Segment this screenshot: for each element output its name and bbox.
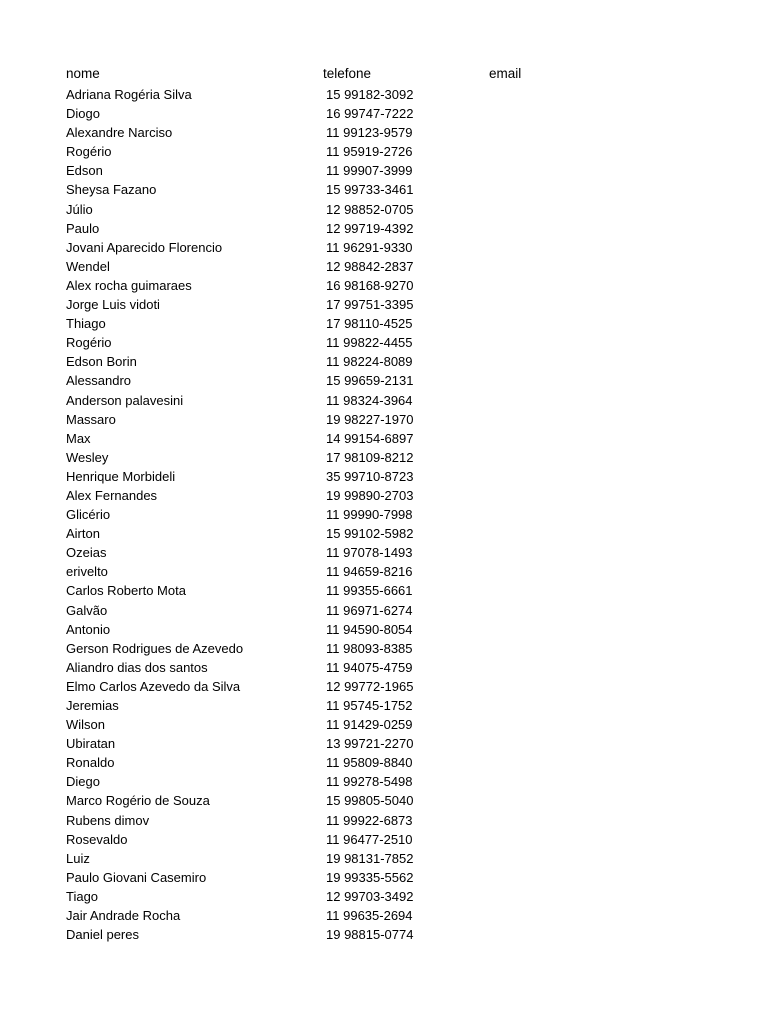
table-row (0, 677, 768, 696)
cell-telefone: 12 98842-2837 (326, 258, 414, 274)
table-row (0, 391, 768, 410)
cell-nome: Wilson (66, 717, 106, 733)
table-row (0, 658, 768, 677)
table-row (0, 333, 768, 352)
cell-nome: Airton (66, 526, 100, 542)
cell-nome: Tiago (66, 888, 99, 904)
cell-telefone: 15 99182-3092 (326, 87, 414, 102)
cell-telefone: 11 97078-1493 (326, 545, 413, 561)
cell-nome: Henrique Morbideli (66, 468, 176, 484)
cell-nome: Jeremias (66, 698, 119, 713)
header-email: email (489, 66, 522, 81)
cell-telefone: 14 99154-6897 (326, 430, 414, 446)
cell-telefone: 16 98168-9270 (326, 277, 414, 293)
table-row (0, 581, 768, 600)
table-row (0, 868, 768, 887)
cell-nome: Alex Fernandes (66, 487, 158, 503)
cell-telefone: 11 98324-3964 (326, 392, 413, 408)
cell-nome: Gerson Rodrigues de Azevedo (66, 640, 244, 656)
cell-telefone: 35 99710-8723 (326, 468, 414, 484)
table-row (0, 696, 768, 715)
table-row (0, 849, 768, 868)
table-row (0, 715, 768, 734)
cell-nome: Galvão (66, 602, 108, 618)
cell-nome: Sheysa Fazano (66, 182, 157, 198)
cell-telefone: 19 98131-7852 (326, 850, 414, 866)
table-row (0, 429, 768, 448)
table-row (0, 123, 768, 142)
cell-telefone: 19 98227-1970 (326, 411, 414, 427)
cell-nome: Diego (66, 774, 100, 790)
cell-telefone: 13 99721-2270 (326, 736, 414, 752)
cell-telefone: 11 99123-9579 (326, 125, 413, 141)
header-nome: nome (66, 66, 100, 81)
cell-telefone: 11 99922-6873 (326, 812, 413, 828)
cell-nome: Ronaldo (66, 755, 115, 771)
cell-telefone: 11 95745-1752 (326, 698, 413, 713)
cell-nome: Glicério (66, 507, 111, 523)
cell-nome: Jorge Luis vidoti (66, 297, 160, 313)
cell-nome: Edson (66, 163, 103, 179)
cell-nome: Ubiratan (66, 736, 116, 752)
table-row (0, 811, 768, 830)
cell-telefone: 11 95809-8840 (326, 755, 413, 771)
cell-telefone: 17 98110-4525 (326, 316, 413, 332)
cell-telefone: 11 96971-6274 (326, 602, 413, 618)
cell-nome: Max (66, 430, 91, 446)
table-row (0, 161, 768, 180)
table-row (0, 620, 768, 639)
cell-telefone: 15 99659-2131 (326, 373, 414, 389)
cell-telefone: 11 94075-4759 (326, 659, 413, 675)
table-row (0, 887, 768, 906)
table-row (0, 467, 768, 486)
cell-telefone: 17 99751-3395 (326, 297, 414, 313)
table-row (0, 830, 768, 849)
cell-nome: Carlos Roberto Mota (66, 583, 186, 599)
table-row (0, 753, 768, 772)
cell-nome: Wendel (66, 258, 110, 274)
table-row (0, 85, 768, 104)
cell-nome: Ozeias (66, 545, 107, 561)
cell-nome: Adriana Rogéria Silva (66, 87, 192, 102)
table-row (0, 543, 768, 562)
table-row (0, 639, 768, 658)
cell-nome: Diogo (66, 106, 100, 122)
cell-nome: Luiz (66, 850, 90, 866)
cell-telefone: 15 99102-5982 (326, 526, 414, 542)
cell-telefone: 11 91429-0259 (326, 717, 413, 733)
cell-telefone: 11 96291-9330 (326, 239, 413, 255)
table-row (0, 448, 768, 467)
table-row (0, 219, 768, 238)
table-row (0, 562, 768, 581)
cell-telefone: 11 98224-8089 (326, 354, 413, 370)
cell-telefone: 11 99990-7998 (326, 507, 413, 523)
cell-nome: Jair Andrade Rocha (66, 908, 181, 924)
cell-telefone: 11 98093-8385 (326, 640, 413, 656)
cell-telefone: 19 98815-0774 (326, 927, 414, 943)
table-row (0, 734, 768, 753)
cell-telefone: 19 99890-2703 (326, 487, 414, 503)
cell-telefone: 12 98852-0705 (326, 201, 414, 217)
cell-telefone: 11 99355-6661 (326, 583, 413, 599)
cell-telefone: 16 99747-7222 (326, 106, 414, 122)
cell-telefone: 11 99907-3999 (326, 163, 413, 179)
cell-telefone: 11 99635-2694 (326, 908, 413, 924)
table-row (0, 238, 768, 257)
table-row (0, 276, 768, 295)
table-header (0, 64, 768, 84)
cell-telefone: 19 99335-5562 (326, 869, 414, 885)
cell-nome: Elmo Carlos Azevedo da Silva (66, 678, 241, 694)
cell-nome: Antonio (66, 621, 111, 637)
cell-telefone: 12 99719-4392 (326, 220, 414, 236)
cell-nome: Alex rocha guimaraes (66, 277, 192, 293)
cell-nome: Massaro (66, 411, 116, 427)
cell-telefone: 11 94590-8054 (326, 621, 413, 637)
cell-telefone: 12 99772-1965 (326, 678, 414, 694)
cell-nome: Rubens dimov (66, 812, 150, 828)
cell-nome: Anderson palavesini (66, 392, 184, 408)
cell-telefone: 11 99822-4455 (326, 335, 413, 351)
table-row (0, 486, 768, 505)
table-row (0, 352, 768, 371)
table-row (0, 180, 768, 199)
cell-nome: Alexandre Narciso (66, 125, 173, 141)
header-telefone: telefone (323, 66, 372, 81)
cell-telefone: 11 95919-2726 (326, 144, 413, 160)
cell-telefone: 17 98109-8212 (326, 449, 414, 465)
cell-nome: Paulo (66, 220, 100, 236)
cell-nome: Rogério (66, 144, 112, 160)
cell-nome: Rogério (66, 335, 112, 351)
table-row (0, 410, 768, 429)
table-row (0, 906, 768, 925)
cell-nome: Alessandro (66, 373, 132, 389)
table-row (0, 257, 768, 276)
table-row (0, 601, 768, 620)
cell-telefone: 15 99733-3461 (326, 182, 414, 198)
table-row (0, 200, 768, 219)
table-row (0, 772, 768, 791)
cell-nome: erivelto (66, 564, 108, 580)
table-row (0, 791, 768, 810)
cell-nome: Paulo Giovani Casemiro (66, 869, 207, 885)
cell-nome: Jovani Aparecido Florencio (66, 239, 223, 255)
cell-nome: Edson Borin (66, 354, 137, 370)
table-row (0, 142, 768, 161)
table-row (0, 505, 768, 524)
cell-nome: Júlio (66, 201, 93, 217)
cell-nome: Rosevaldo (66, 831, 128, 847)
cell-nome: Aliandro dias dos santos (66, 659, 208, 675)
cell-nome: Thiago (66, 316, 106, 332)
table-row (0, 524, 768, 543)
table-row (0, 104, 768, 123)
cell-telefone: 12 99703-3492 (326, 888, 414, 904)
table-body (0, 85, 768, 944)
cell-nome: Daniel peres (66, 927, 139, 943)
cell-telefone: 11 94659-8216 (326, 564, 413, 580)
table-row (0, 925, 768, 944)
table-row (0, 314, 768, 333)
table-row (0, 371, 768, 390)
cell-telefone: 11 96477-2510 (326, 831, 413, 847)
cell-telefone: 15 99805-5040 (326, 793, 414, 809)
cell-nome: Wesley (66, 449, 109, 465)
cell-telefone: 11 99278-5498 (326, 774, 413, 790)
cell-nome: Marco Rogério de Souza (66, 793, 210, 809)
table-row (0, 295, 768, 314)
